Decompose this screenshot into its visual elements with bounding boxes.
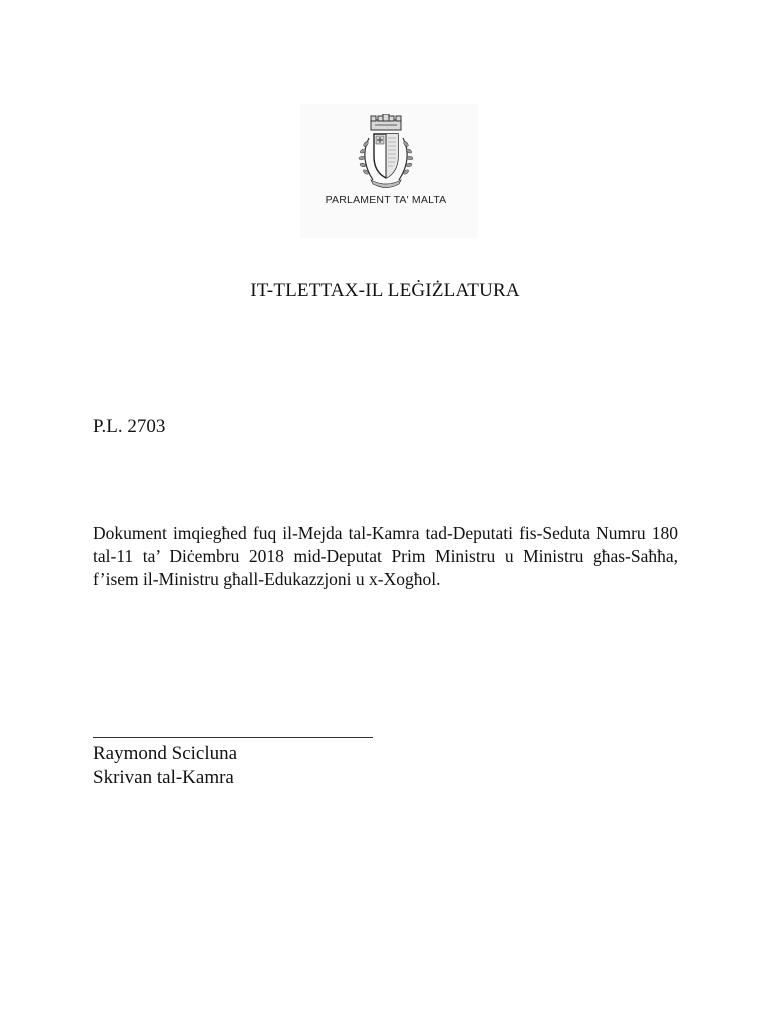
document-reference: P.L. 2703	[93, 416, 166, 437]
parliament-emblem	[300, 104, 478, 238]
signatory-title: Skrivan tal-Kamra	[93, 767, 234, 788]
signatory-block	[93, 742, 237, 790]
signatory-name: Raymond Scicluna	[93, 743, 238, 764]
signature-line	[93, 737, 373, 738]
emblem-caption: PARLAMENT TA' MALTA	[325, 194, 447, 206]
malta-parliament-coat-of-arms-icon	[347, 114, 425, 190]
document-body: Dokument imqiegħed fuq il-Mejda tal-Kamra tad-Deputati fis-Seduta Numru 180 tal-11 ta’ Diċembru 2018 mid-Deputat Prim Ministru u Ministru għas-Saħħa, f’isem il-Ministru għall-Edukazzjoni u x-Xogħol.	[93, 523, 678, 589]
legislature-heading: IT-TLETTAX-IL LEĠIŻLATURA	[250, 280, 520, 301]
